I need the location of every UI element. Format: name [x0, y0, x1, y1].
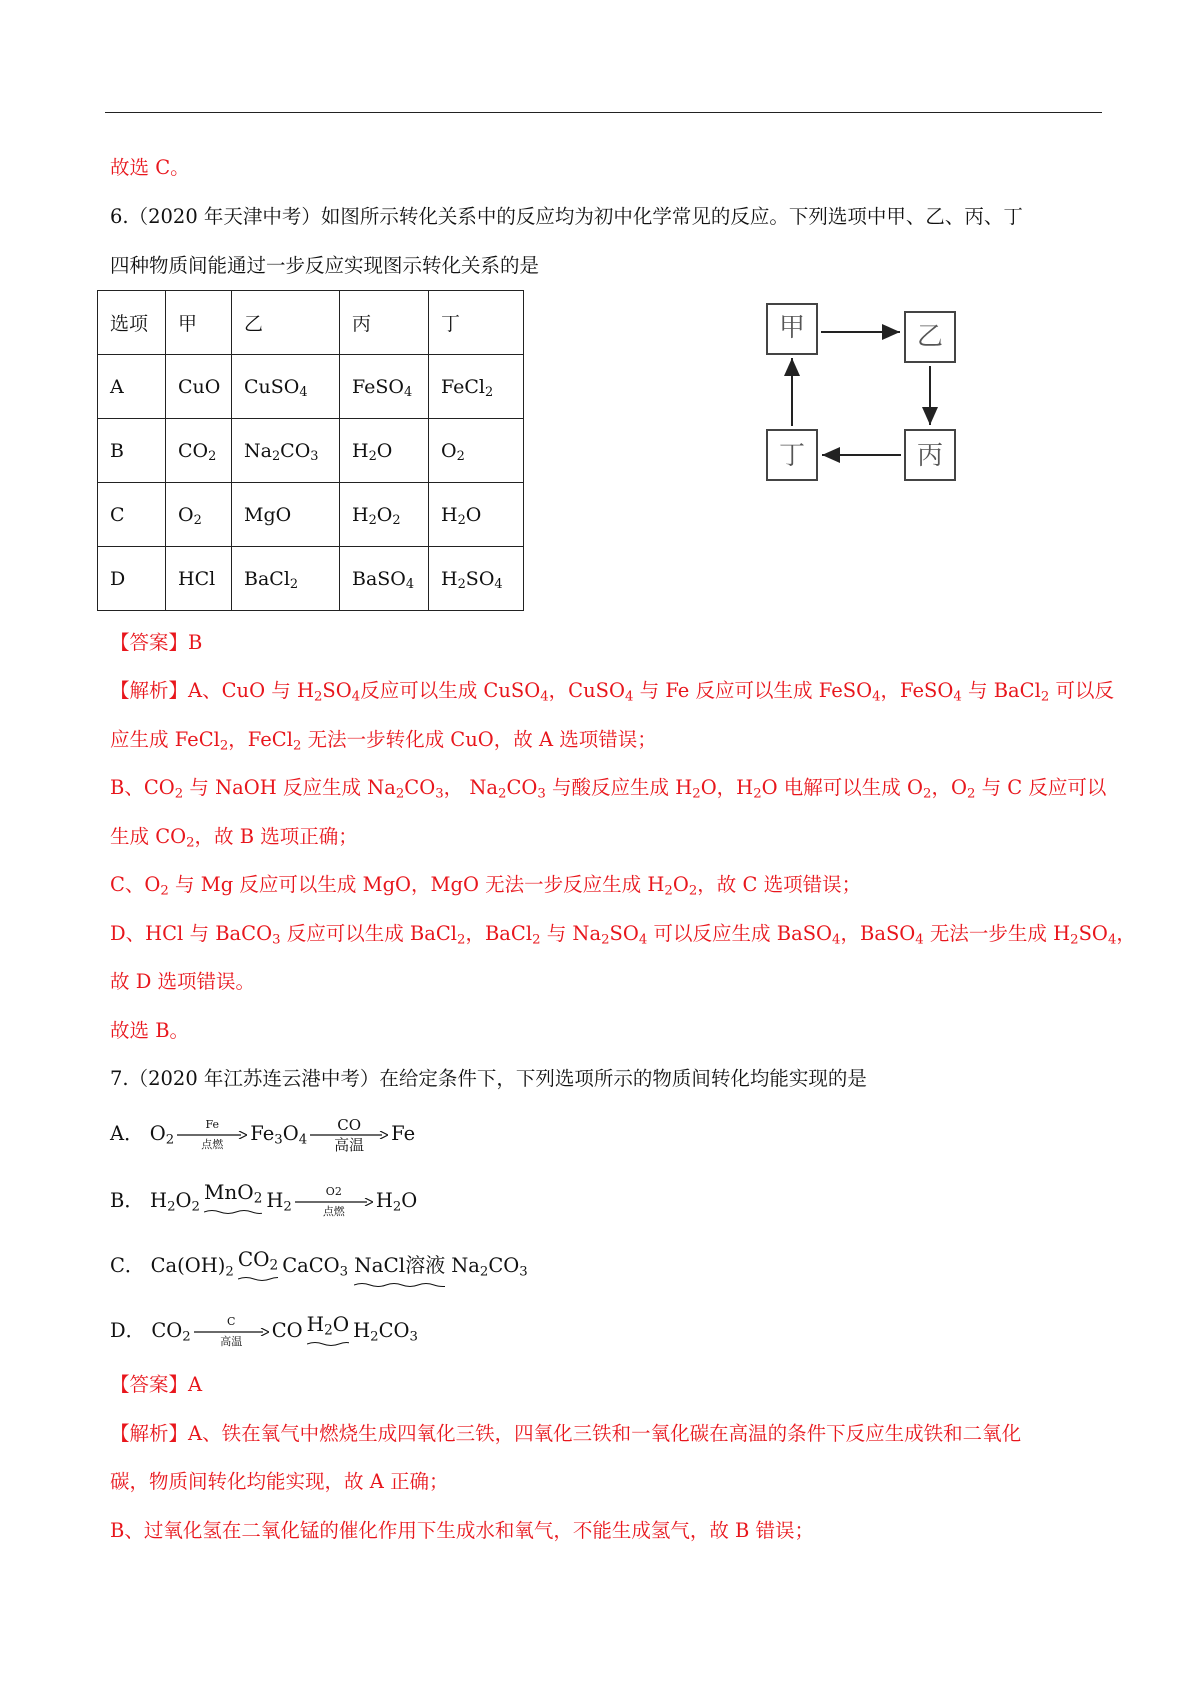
analysis-label: 【解析】 — [110, 1422, 189, 1445]
sub: 4 — [638, 932, 648, 948]
condition-arrow — [177, 1119, 247, 1151]
sub: 2 — [532, 932, 541, 948]
formula-cell — [232, 355, 340, 419]
q7-answer — [110, 1372, 202, 1398]
underlined-condition — [238, 1239, 278, 1279]
text: Na — [451, 1254, 480, 1277]
sub: 2 — [479, 1264, 489, 1280]
formula-sub: 2 — [289, 576, 299, 592]
text: 可以反 — [1049, 679, 1114, 702]
formula-cell — [232, 483, 340, 547]
text: ， — [1116, 922, 1136, 945]
formula-sub: 2 — [457, 512, 466, 528]
formula-sub: 2 — [457, 576, 466, 592]
sub: 2 — [165, 1132, 175, 1148]
sub: 4 — [832, 932, 841, 948]
header-rule — [105, 112, 1102, 113]
text: ，BaCl — [465, 922, 533, 945]
table-row — [98, 483, 524, 547]
text: C、O — [110, 873, 161, 896]
text: 反应可以生成 BaCl — [280, 922, 458, 945]
sub: 2 — [219, 738, 229, 754]
underline-squiggle — [238, 1276, 278, 1282]
text: CO — [404, 776, 436, 799]
text: 故 D 选项错误。 — [110, 970, 256, 993]
formula-text: FeCl — [441, 375, 486, 398]
formula-text: O — [376, 503, 393, 526]
formula-cell — [166, 355, 232, 419]
formula-cell — [429, 355, 524, 419]
text: O 电解可以生成 O — [761, 776, 923, 799]
text: CaCO — [282, 1254, 340, 1277]
formula-sub: 2 — [271, 448, 281, 464]
sub: 3 — [339, 1264, 349, 1280]
analysis-label: 【解析】 — [110, 679, 189, 702]
label-jia: 甲 — [778, 313, 806, 343]
text: H — [150, 1189, 168, 1212]
q6-analysis-l3 — [110, 775, 1106, 801]
q6-options-table — [97, 290, 524, 611]
q6-analysis-l2 — [110, 727, 657, 753]
text: Fe — [391, 1122, 416, 1145]
text: O — [401, 1189, 418, 1212]
formula-text: O — [465, 503, 482, 526]
formula-text: H — [441, 567, 458, 590]
formula-text: FeSO — [352, 375, 404, 398]
sub: 2 — [498, 786, 507, 802]
text: ，BaSO — [840, 922, 916, 945]
text: 与 C 反应可以 — [975, 776, 1107, 799]
text: CO — [488, 1254, 520, 1277]
condition-bottom: 高温 — [220, 1334, 243, 1348]
formula-text: MgO — [244, 503, 292, 526]
sub: 4 — [625, 689, 634, 705]
formula-sub: 4 — [405, 576, 415, 592]
arrow-svg — [295, 1198, 373, 1206]
sub: 3 — [537, 786, 546, 802]
text: 生成 CO — [110, 825, 187, 848]
formula-text: HCl — [178, 567, 216, 590]
text: ，故 C 选项错误； — [697, 873, 862, 896]
text: 与酸反应生成 H — [545, 776, 693, 799]
text: 无法一步生成 H — [923, 922, 1071, 945]
sub: 2 — [174, 786, 184, 802]
text: Ca(OH) — [150, 1254, 226, 1277]
label-bing: 丙 — [916, 441, 944, 471]
underlined-condition — [307, 1304, 350, 1344]
q7-analysis-l2: 碳，物质间转化均能实现，故 A 正确； — [110, 1470, 449, 1493]
sub: 2 — [457, 932, 466, 948]
arrow-shaft — [310, 1131, 388, 1139]
formula-text: CuO — [178, 375, 221, 398]
sub: 2 — [191, 1199, 200, 1215]
sub: 2 — [186, 835, 195, 851]
header-cell: 乙 — [232, 291, 340, 355]
q6-analysis-l4 — [110, 824, 358, 850]
text: A、铁在氧气中燃烧生成四氧化三铁，四氧化三铁和一氧化碳在高温的条件下反应生成铁和二氧化 — [188, 1422, 1022, 1445]
condition-arrow — [194, 1316, 269, 1348]
sub: 2 — [324, 1322, 333, 1339]
answer-label: 【答案】 — [110, 631, 189, 654]
formula-text: CO — [280, 439, 311, 462]
underlined-condition — [204, 1172, 262, 1212]
text: CO — [271, 1319, 303, 1342]
text: ， Na — [443, 776, 499, 799]
q6-stem-line1: 6.（2020 年天津中考）如图所示转化关系中的反应均为初中化学常见的反应。下列选项中甲、乙、丙、丁 — [110, 205, 1023, 228]
text: H — [266, 1189, 284, 1212]
text: O — [282, 1122, 299, 1145]
sub: 3 — [274, 1132, 283, 1148]
formula-sub: 2 — [208, 448, 217, 464]
text: H — [353, 1319, 371, 1342]
table-row — [98, 547, 524, 611]
sub: 3 — [435, 786, 444, 802]
header-cell: 甲 — [166, 291, 232, 355]
label-yi: 乙 — [916, 322, 944, 352]
text: SO — [1078, 922, 1108, 945]
option-cell: D — [98, 547, 166, 611]
formula-text: SO — [465, 567, 495, 590]
text: O — [149, 1122, 166, 1145]
table-header-row — [98, 291, 524, 355]
q7-option-a — [110, 1114, 415, 1154]
text: O，H — [700, 776, 754, 799]
option-label: B． — [110, 1189, 144, 1212]
sub: 2 — [167, 1199, 176, 1215]
sub: 4 — [351, 689, 361, 705]
arrow-svg — [177, 1131, 247, 1139]
q6-analysis-l6 — [110, 921, 1136, 947]
formula-sub: 2 — [456, 448, 465, 464]
sub: 2 — [225, 1264, 234, 1280]
underlined-condition — [354, 1245, 445, 1285]
formula-sub: 4 — [299, 384, 308, 400]
text: O — [332, 1312, 350, 1336]
text: B、CO — [110, 776, 175, 799]
formula-cell — [232, 547, 340, 611]
header-cell: 丁 — [429, 291, 524, 355]
formula-text: H — [441, 503, 458, 526]
text: 可以反应生成 BaSO — [647, 922, 833, 945]
sub: 4 — [915, 932, 924, 948]
arrow-shaft — [194, 1328, 269, 1336]
q7-analysis-l3: B、过氧化氢在二氧化锰的催化作用下生成水和氧气，不能生成氢气，故 B 错误； — [110, 1519, 815, 1542]
q7-stem: 7.（2020 年江苏连云港中考）在给定条件下，下列选项所示的物质间转化均能实现的是 — [110, 1067, 867, 1090]
condition-arrow — [295, 1186, 373, 1218]
q6-stem-line2: 四种物质间能通过一步反应实现图示转化关系的是 — [110, 254, 540, 277]
arrow-svg — [310, 1131, 388, 1139]
sub: 2 — [292, 738, 302, 754]
sub: 2 — [664, 883, 673, 899]
sub: 2 — [253, 1190, 263, 1207]
text: 无法一步转化成 CuO，故 A 选项错误； — [301, 728, 657, 751]
formula-cell — [340, 483, 429, 547]
formula-cell — [166, 483, 232, 547]
text: 应生成 FeCl — [110, 728, 220, 751]
text: SO — [322, 679, 352, 702]
header-cell: 选项 — [98, 291, 166, 355]
formula-sub: 4 — [403, 384, 413, 400]
sub: 4 — [1107, 932, 1117, 948]
q7-option-d — [110, 1310, 418, 1351]
formula-text: CO — [178, 439, 209, 462]
sub: 2 — [966, 786, 976, 802]
formula-cell — [429, 547, 524, 611]
formula-sub: 2 — [392, 512, 401, 528]
text: O — [672, 873, 689, 896]
text: ，FeSO — [880, 679, 954, 702]
formula-text: O — [441, 439, 457, 462]
sub: 2 — [370, 1329, 379, 1345]
sub: 3 — [272, 932, 281, 948]
sub: 3 — [409, 1329, 418, 1345]
text: Fe — [250, 1122, 275, 1145]
formula-sub: 2 — [193, 512, 202, 528]
text: 与 NaOH 反应生成 Na — [183, 776, 396, 799]
q6-analysis-l7 — [110, 969, 255, 995]
text: CO — [151, 1319, 183, 1342]
sub: 4 — [298, 1132, 308, 1148]
arrow-shaft — [295, 1198, 373, 1206]
formula-cell — [166, 547, 232, 611]
text: 与 Mg 反应可以生成 MgO，MgO 无法一步反应生成 H — [168, 873, 665, 896]
sub: 2 — [1040, 689, 1050, 705]
text: SO — [609, 922, 639, 945]
header-cell: 丙 — [340, 291, 429, 355]
formula-text: H — [352, 503, 369, 526]
formula-text: H — [352, 439, 369, 462]
text: D、HCl 与 BaCO — [110, 922, 273, 945]
answer-value: A — [188, 1373, 203, 1396]
formula-text: BaSO — [352, 567, 406, 590]
formula-sub: 2 — [485, 384, 494, 400]
formula-cell — [232, 419, 340, 483]
condition-top: C — [226, 1314, 236, 1328]
sub: 2 — [160, 883, 169, 899]
sub: 4 — [540, 689, 549, 705]
formula-cell — [340, 355, 429, 419]
text: MnO — [203, 1180, 254, 1204]
text: CO — [237, 1247, 270, 1271]
option-label: A． — [110, 1122, 144, 1145]
formula-cell — [429, 419, 524, 483]
text: 与 Na — [540, 922, 602, 945]
option-label: C． — [110, 1254, 145, 1277]
sub: 4 — [872, 689, 881, 705]
formula-text: Na — [244, 439, 272, 462]
text: A、CuO 与 H — [188, 679, 314, 702]
sub: 2 — [692, 786, 701, 802]
formula-sub: 2 — [368, 512, 377, 528]
q6-conclusion: 故选 B。 — [110, 1019, 190, 1042]
condition-arrow — [310, 1115, 388, 1154]
text: H — [375, 1189, 393, 1212]
text: NaCl溶液 — [354, 1253, 446, 1277]
text: CO — [378, 1319, 410, 1342]
formula-cell — [429, 483, 524, 547]
sub: 2 — [601, 932, 610, 948]
formula-text: O — [376, 439, 393, 462]
answer-value: B — [188, 631, 203, 654]
formula-sub: 3 — [310, 448, 319, 464]
underline-squiggle — [307, 1341, 350, 1347]
option-cell: A — [98, 355, 166, 419]
formula-text: O — [178, 503, 194, 526]
underline-squiggle — [354, 1282, 445, 1288]
condition-bottom: 点燃 — [322, 1204, 345, 1218]
text: 与 BaCl — [961, 679, 1041, 702]
q7-option-c — [110, 1245, 528, 1286]
q7-option-b — [110, 1180, 417, 1221]
q6-analysis-l1 — [110, 678, 1114, 704]
table-row — [98, 419, 524, 483]
sub: 2 — [1070, 932, 1079, 948]
sub: 2 — [182, 1329, 191, 1345]
condition-top: O2 — [325, 1184, 342, 1198]
q6-analysis-l5 — [110, 872, 861, 898]
text: H — [306, 1312, 325, 1336]
sub: 2 — [753, 786, 762, 802]
formula-cell — [166, 419, 232, 483]
table-row — [98, 355, 524, 419]
condition-bottom: 点燃 — [201, 1137, 224, 1151]
underline-squiggle — [204, 1209, 262, 1215]
sub: 2 — [923, 786, 932, 802]
formula-text: CuSO — [244, 375, 300, 398]
text: ，FeCl — [228, 728, 293, 751]
sub: 2 — [392, 1199, 402, 1215]
option-label: D． — [110, 1319, 146, 1342]
condition-bottom: 高温 — [334, 1135, 365, 1154]
sub: 2 — [395, 786, 405, 802]
formula-sub: 4 — [494, 576, 503, 592]
text: 与 Fe 反应可以生成 FeSO — [633, 679, 873, 702]
text: O — [175, 1189, 192, 1212]
text: ，O — [931, 776, 967, 799]
formula-cell — [340, 419, 429, 483]
arrow-shaft — [177, 1131, 247, 1139]
sub: 2 — [688, 883, 698, 899]
text: ，故 B 选项正确； — [194, 825, 358, 848]
text: ，CuSO — [548, 679, 625, 702]
prev-conclusion: 故选 C。 — [110, 156, 190, 179]
conversion-diagram — [755, 300, 1005, 500]
option-cell: C — [98, 483, 166, 547]
label-ding: 丁 — [778, 441, 806, 471]
text: CO — [506, 776, 538, 799]
condition-top: Fe — [205, 1117, 219, 1131]
condition-top: CO — [337, 1115, 362, 1134]
option-cell: B — [98, 419, 166, 483]
sub: 2 — [313, 689, 323, 705]
formula-cell — [340, 547, 429, 611]
sub: 3 — [519, 1264, 528, 1280]
text: 反应可以生成 CuSO — [360, 679, 541, 702]
answer-label: 【答案】 — [110, 1373, 189, 1396]
arrow-svg — [194, 1328, 269, 1336]
formula-sub: 2 — [368, 448, 377, 464]
sub: 4 — [953, 689, 962, 705]
formula-text: BaCl — [244, 567, 290, 590]
q6-answer — [110, 630, 202, 656]
q7-analysis-l1 — [110, 1421, 1021, 1447]
sub: 2 — [283, 1199, 292, 1215]
sub: 2 — [269, 1257, 279, 1274]
